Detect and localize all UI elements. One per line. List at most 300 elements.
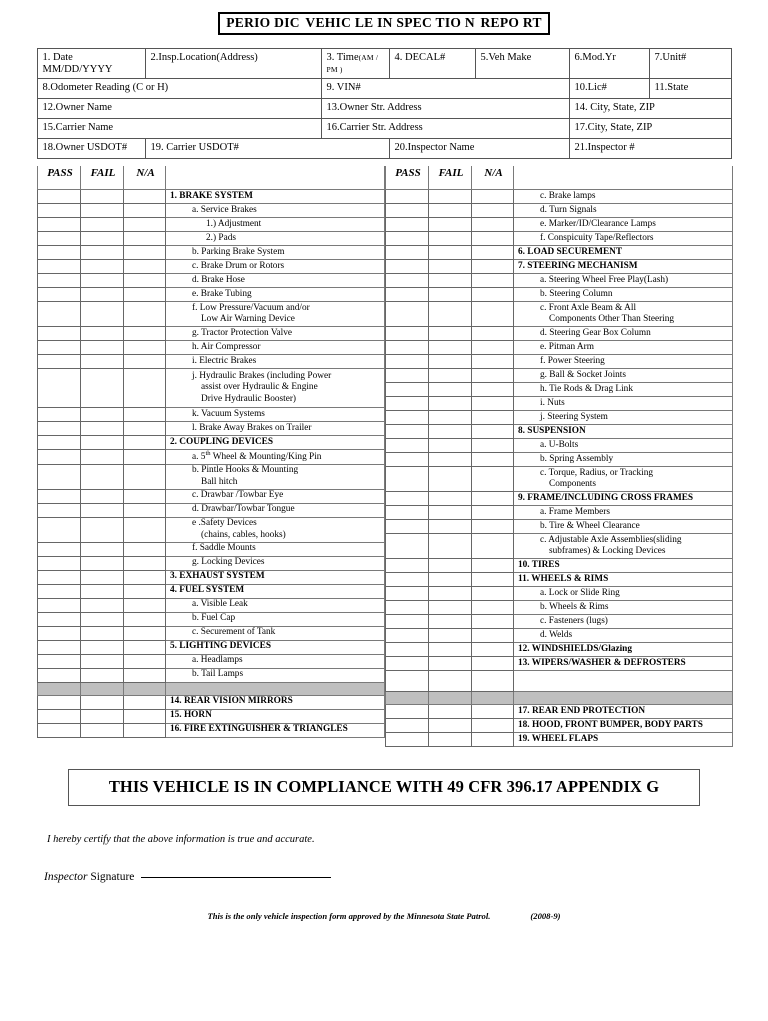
checkbox-cell-na-left-0[interactable] bbox=[124, 190, 166, 204]
checkbox-cell-na-left-4[interactable] bbox=[124, 246, 166, 260]
checkbox-cell-fail-left-2[interactable] bbox=[81, 218, 124, 232]
inspection-table-left bbox=[37, 166, 385, 738]
checkbox-cell-fail-right-18[interactable] bbox=[429, 453, 472, 467]
checkbox-cell-fail-left-23[interactable] bbox=[81, 570, 124, 584]
checkbox-cell-fail-left-26[interactable] bbox=[81, 612, 124, 626]
checkbox-cell-na-right-23[interactable] bbox=[472, 534, 514, 559]
checkbox-cell-na-left-8[interactable] bbox=[124, 302, 166, 327]
field-insp-location-label: 2.Insp.Location(Address) bbox=[150, 51, 258, 63]
checkbox-cell-fail-left-6[interactable] bbox=[81, 274, 124, 288]
checkbox-cell-pass-left-9[interactable] bbox=[38, 327, 81, 341]
header-row-5 bbox=[37, 138, 731, 158]
checkbox-cell-fail-right-0[interactable] bbox=[429, 190, 472, 204]
header-row-1 bbox=[37, 48, 731, 78]
checkbox-cell-pass-right-b1[interactable] bbox=[386, 719, 429, 733]
checkbox-cell-pass-right-31[interactable] bbox=[386, 657, 429, 671]
checkbox-cell-na-left-9[interactable] bbox=[124, 327, 166, 341]
checkbox-cell-pass-right-10[interactable] bbox=[386, 341, 429, 355]
checkbox-cell-fail-left-29[interactable] bbox=[81, 654, 124, 668]
inspection-item-label: 2. COUPLING DEVICES bbox=[166, 436, 385, 450]
checkbox-cell-fail-left-24[interactable] bbox=[81, 584, 124, 598]
checkbox-cell-pass-left-15[interactable] bbox=[38, 436, 81, 450]
checkbox-cell-pass-right-6[interactable] bbox=[386, 274, 429, 288]
checkbox-cell-na-left-27[interactable] bbox=[124, 626, 166, 640]
checkbox-cell-fail-right-b2[interactable] bbox=[429, 733, 472, 747]
checkbox-cell-pass-left-21[interactable] bbox=[38, 542, 81, 556]
inspection-row bbox=[386, 204, 733, 218]
checkbox-cell-na-right-11[interactable] bbox=[472, 355, 514, 369]
checkbox-cell-pass-right-0[interactable] bbox=[386, 190, 429, 204]
checkbox-cell-fail-right-17[interactable] bbox=[429, 439, 472, 453]
checkbox-cell-pass-left-14[interactable] bbox=[38, 422, 81, 436]
checkbox-cell-pass-left-30[interactable] bbox=[38, 668, 81, 682]
checkbox-cell-pass-right-18[interactable] bbox=[386, 453, 429, 467]
field-owner-city-state-zip[interactable] bbox=[569, 98, 731, 118]
header-row-3 bbox=[37, 98, 731, 118]
signature-rule[interactable] bbox=[141, 877, 331, 878]
column-header-fail-right: FAIL bbox=[429, 166, 472, 190]
inspection-row bbox=[386, 643, 733, 657]
field-state-label: 11.State bbox=[654, 81, 689, 93]
checkbox-cell-na-right-2[interactable] bbox=[472, 218, 514, 232]
checkbox-cell-pass-right-2[interactable] bbox=[386, 218, 429, 232]
inspector-signature-line bbox=[44, 871, 768, 883]
page-title bbox=[218, 12, 550, 35]
checkbox-cell-pass-right-4[interactable] bbox=[386, 246, 429, 260]
checkbox-cell-pass-left-17[interactable] bbox=[38, 464, 81, 489]
checkbox-cell-pass-left-19[interactable] bbox=[38, 503, 81, 517]
checkbox-cell-fail-right-27[interactable] bbox=[429, 601, 472, 615]
checkbox-cell-fail-right-24[interactable] bbox=[429, 559, 472, 573]
checkbox-cell-na-left-22[interactable] bbox=[124, 556, 166, 570]
field-carrier-city-state-zip[interactable] bbox=[569, 118, 731, 138]
checkbox-cell-pass-right-25[interactable] bbox=[386, 573, 429, 587]
inspection-row bbox=[386, 260, 733, 274]
checkbox-cell-fail-right-b0[interactable] bbox=[429, 705, 472, 719]
checkbox-cell-fail-left-14[interactable] bbox=[81, 422, 124, 436]
checkbox-cell-fail-right-9[interactable] bbox=[429, 327, 472, 341]
column-header-pass-right: PASS bbox=[386, 166, 429, 190]
checkbox-cell-pass-left-25[interactable] bbox=[38, 598, 81, 612]
checkbox-cell-fail-right-29[interactable] bbox=[429, 629, 472, 643]
checkbox-cell-pass-left-10[interactable] bbox=[38, 341, 81, 355]
checkbox-cell-na-right-5[interactable] bbox=[472, 260, 514, 274]
checkbox-cell-na-right-3[interactable] bbox=[472, 232, 514, 246]
checkbox-cell-na-right-1[interactable] bbox=[472, 204, 514, 218]
column-header-item-right bbox=[514, 166, 733, 190]
field-state[interactable] bbox=[649, 78, 731, 98]
checkbox-cell-pass-right-26[interactable] bbox=[386, 587, 429, 601]
checkbox-cell-fail-left-20[interactable] bbox=[81, 517, 124, 542]
field-owner-name[interactable] bbox=[37, 98, 321, 118]
checkbox-cell-fail-right-5[interactable] bbox=[429, 260, 472, 274]
inspection-row bbox=[386, 506, 733, 520]
checkbox-cell-fail-right-14[interactable] bbox=[429, 397, 472, 411]
inspection-item-label: b. Spring Assembly bbox=[514, 453, 733, 467]
checkbox-cell-na-right-18[interactable] bbox=[472, 453, 514, 467]
checkbox-cell-na-right-6[interactable] bbox=[472, 274, 514, 288]
inspection-row bbox=[38, 517, 385, 542]
checkbox-cell-na-right-30[interactable] bbox=[472, 643, 514, 657]
inspection-item-label: c. Brake lamps bbox=[514, 190, 733, 204]
checkbox-cell-pass-left-4[interactable] bbox=[38, 246, 81, 260]
checkbox-cell-na-left-29[interactable] bbox=[124, 654, 166, 668]
checkbox-cell-pass-left-12[interactable] bbox=[38, 369, 81, 408]
checkbox-cell-pass-right-11[interactable] bbox=[386, 355, 429, 369]
checkbox-cell-pass-left-b2[interactable] bbox=[38, 723, 81, 737]
checkbox-cell-fail-left-12[interactable] bbox=[81, 369, 124, 408]
inspection-item-label: d. Welds bbox=[514, 629, 733, 643]
field-unit[interactable] bbox=[649, 48, 731, 78]
checkbox-cell-na-left-20[interactable] bbox=[124, 517, 166, 542]
inspection-row bbox=[38, 302, 385, 327]
checkbox-cell-na-right-12[interactable] bbox=[472, 369, 514, 383]
checkbox-cell-na-left-12[interactable] bbox=[124, 369, 166, 408]
field-inspector-number-label: 21.Inspector # bbox=[574, 141, 635, 153]
checkbox-cell-na-right-17[interactable] bbox=[472, 439, 514, 453]
checkbox-cell-pass-left-16[interactable] bbox=[38, 450, 81, 464]
inspection-item-label: d. Brake Hose bbox=[166, 274, 385, 288]
field-vin[interactable] bbox=[321, 78, 569, 98]
inspection-item-label: 4. FUEL SYSTEM bbox=[166, 584, 385, 598]
checkbox-cell-na-left-25[interactable] bbox=[124, 598, 166, 612]
checkbox-cell-fail-right-28[interactable] bbox=[429, 615, 472, 629]
checkbox-cell-na-left-17[interactable] bbox=[124, 464, 166, 489]
checkbox-cell-na-left-5[interactable] bbox=[124, 260, 166, 274]
checkbox-cell-pass-right-23[interactable] bbox=[386, 534, 429, 559]
inspection-row bbox=[38, 542, 385, 556]
inspection-row bbox=[38, 327, 385, 341]
inspection-item-label: c. Adjustable Axle Assemblies(sliding subframes) & Locking Devices bbox=[514, 534, 733, 559]
field-odometer-label: 8.Odometer Reading (C or H) bbox=[42, 81, 169, 93]
field-decal-label: 4. DECAL# bbox=[394, 51, 446, 63]
checkbox-cell-na-left-14[interactable] bbox=[124, 422, 166, 436]
inspection-row bbox=[386, 341, 733, 355]
checkbox-cell-pass-right-24[interactable] bbox=[386, 559, 429, 573]
checkbox-cell-fail-left-5[interactable] bbox=[81, 260, 124, 274]
checkbox-cell-na-left-15[interactable] bbox=[124, 436, 166, 450]
inspection-row bbox=[38, 654, 385, 668]
checkbox-cell-na-right-b2[interactable] bbox=[472, 733, 514, 747]
checkbox-cell-na-right-22[interactable] bbox=[472, 520, 514, 534]
compliance-banner: THIS VEHICLE IS IN COMPLIANCE WITH 49 CFR 396.17 APPENDIX G bbox=[68, 769, 700, 806]
checkbox-cell-fail-left-16[interactable] bbox=[81, 450, 124, 464]
checkbox-cell-na-right-21[interactable] bbox=[472, 506, 514, 520]
header-row-4 bbox=[37, 118, 731, 138]
checkbox-cell-na-right-0[interactable] bbox=[472, 190, 514, 204]
checkbox-cell-fail-right-2[interactable] bbox=[429, 218, 472, 232]
checkbox-cell-pass-right-19[interactable] bbox=[386, 467, 429, 492]
inspection-item-label: 6. LOAD SECUREMENT bbox=[514, 246, 733, 260]
checkbox-cell-na-left-2[interactable] bbox=[124, 218, 166, 232]
checkbox-cell-fail-left-30[interactable] bbox=[81, 668, 124, 682]
checkbox-cell-fail-right-22[interactable] bbox=[429, 520, 472, 534]
checkbox-cell-pass-left-29[interactable] bbox=[38, 654, 81, 668]
checkbox-cell-pass-left-18[interactable] bbox=[38, 489, 81, 503]
checkbox-cell-fail-left-8[interactable] bbox=[81, 302, 124, 327]
checkbox-cell-na-right-7[interactable] bbox=[472, 288, 514, 302]
checkbox-cell-na-left-6[interactable] bbox=[124, 274, 166, 288]
checkbox-cell-pass-left-7[interactable] bbox=[38, 288, 81, 302]
checkbox-cell-fail-right-11[interactable] bbox=[429, 355, 472, 369]
inspection-row bbox=[38, 408, 385, 422]
checkbox-cell-na-right-15[interactable] bbox=[472, 411, 514, 425]
checkbox-cell-na-right-31[interactable] bbox=[472, 657, 514, 671]
checkbox-cell-pass-right-32[interactable] bbox=[386, 671, 429, 692]
checkbox-cell-fail-left-7[interactable] bbox=[81, 288, 124, 302]
checkbox-cell-pass-left-5[interactable] bbox=[38, 260, 81, 274]
inspection-row bbox=[386, 411, 733, 425]
inspection-item-label: b. Parking Brake System bbox=[166, 246, 385, 260]
checkbox-cell-pass-left-0[interactable] bbox=[38, 190, 81, 204]
field-carrier-name[interactable] bbox=[37, 118, 321, 138]
checkbox-cell-pass-right-3[interactable] bbox=[386, 232, 429, 246]
checkbox-cell-pass-left-b1[interactable] bbox=[38, 709, 81, 723]
checkbox-cell-na-left-19[interactable] bbox=[124, 503, 166, 517]
checkbox-cell-na-right-8[interactable] bbox=[472, 302, 514, 327]
checkbox-cell-na-left-23[interactable] bbox=[124, 570, 166, 584]
checkbox-cell-na-left-24[interactable] bbox=[124, 584, 166, 598]
checkbox-cell-fail-right-4[interactable] bbox=[429, 246, 472, 260]
checkbox-cell-na-right-b0[interactable] bbox=[472, 705, 514, 719]
checkbox-cell-na-left-16[interactable] bbox=[124, 450, 166, 464]
checkbox-cell-pass-right-12[interactable] bbox=[386, 369, 429, 383]
inspection-item-label: c. Drawbar /Towbar Eye bbox=[166, 489, 385, 503]
checkbox-cell-fail-left-13[interactable] bbox=[81, 408, 124, 422]
section-separator-row-left bbox=[38, 682, 385, 695]
inspection-item-label: c. Fasteners (lugs) bbox=[514, 615, 733, 629]
checkbox-cell-na-right-16[interactable] bbox=[472, 425, 514, 439]
checkbox-cell-fail-right-1[interactable] bbox=[429, 204, 472, 218]
inspection-row bbox=[386, 705, 733, 719]
checkbox-cell-pass-left-13[interactable] bbox=[38, 408, 81, 422]
checkbox-cell-fail-left-28[interactable] bbox=[81, 640, 124, 654]
inspection-item-label: g. Ball & Socket Joints bbox=[514, 369, 733, 383]
checkbox-cell-na-right-29[interactable] bbox=[472, 629, 514, 643]
checkbox-cell-pass-right-1[interactable] bbox=[386, 204, 429, 218]
checkbox-cell-na-right-24[interactable] bbox=[472, 559, 514, 573]
field-model-year[interactable] bbox=[569, 48, 649, 78]
checkbox-cell-pass-right-b0[interactable] bbox=[386, 705, 429, 719]
checkbox-cell-na-left-11[interactable] bbox=[124, 355, 166, 369]
checkbox-cell-fail-right-3[interactable] bbox=[429, 232, 472, 246]
checkbox-cell-fail-right-12[interactable] bbox=[429, 369, 472, 383]
inspection-row bbox=[386, 601, 733, 615]
field-owner-usdot[interactable] bbox=[37, 138, 145, 158]
checkbox-cell-fail-left-11[interactable] bbox=[81, 355, 124, 369]
checkbox-cell-fail-right-23[interactable] bbox=[429, 534, 472, 559]
checkbox-cell-pass-left-27[interactable] bbox=[38, 626, 81, 640]
inspection-row bbox=[386, 190, 733, 204]
checkbox-cell-fail-left-3[interactable] bbox=[81, 232, 124, 246]
checkbox-cell-fail-right-19[interactable] bbox=[429, 467, 472, 492]
checkbox-cell-fail-right-10[interactable] bbox=[429, 341, 472, 355]
checkbox-cell-na-right-9[interactable] bbox=[472, 327, 514, 341]
inspection-item-label: 12. WINDSHIELDS/Glazing bbox=[514, 643, 733, 657]
checkbox-cell-fail-left-17[interactable] bbox=[81, 464, 124, 489]
inspection-row bbox=[38, 341, 385, 355]
checkbox-cell-pass-right-5[interactable] bbox=[386, 260, 429, 274]
checkbox-cell-fail-left-b2[interactable] bbox=[81, 723, 124, 737]
checkbox-cell-fail-left-22[interactable] bbox=[81, 556, 124, 570]
checkbox-cell-na-right-27[interactable] bbox=[472, 601, 514, 615]
field-carrier-name-label: 15.Carrier Name bbox=[42, 121, 114, 133]
checkbox-cell-pass-left-1[interactable] bbox=[38, 204, 81, 218]
inspection-item-label: h. Air Compressor bbox=[166, 341, 385, 355]
inspection-item-label: a. Headlamps bbox=[166, 654, 385, 668]
checkbox-cell-pass-left-20[interactable] bbox=[38, 517, 81, 542]
checkbox-cell-pass-left-24[interactable] bbox=[38, 584, 81, 598]
field-owner-address[interactable] bbox=[321, 98, 569, 118]
checkbox-cell-fail-right-25[interactable] bbox=[429, 573, 472, 587]
inspection-row bbox=[386, 425, 733, 439]
checkbox-cell-fail-left-18[interactable] bbox=[81, 489, 124, 503]
checkbox-cell-fail-right-30[interactable] bbox=[429, 643, 472, 657]
checkbox-cell-fail-right-8[interactable] bbox=[429, 302, 472, 327]
checkbox-cell-fail-right-31[interactable] bbox=[429, 657, 472, 671]
checkbox-cell-fail-left-10[interactable] bbox=[81, 341, 124, 355]
checkbox-cell-na-right-20[interactable] bbox=[472, 492, 514, 506]
inspection-item-label: 8. SUSPENSION bbox=[514, 425, 733, 439]
page-title-container bbox=[0, 0, 768, 35]
checkbox-cell-fail-left-4[interactable] bbox=[81, 246, 124, 260]
field-inspector-name[interactable] bbox=[389, 138, 569, 158]
checkbox-cell-fail-right-26[interactable] bbox=[429, 587, 472, 601]
field-time[interactable] bbox=[321, 48, 389, 78]
checkbox-cell-na-right-28[interactable] bbox=[472, 615, 514, 629]
checkbox-cell-pass-right-29[interactable] bbox=[386, 629, 429, 643]
checkbox-cell-pass-right-28[interactable] bbox=[386, 615, 429, 629]
checkbox-cell-na-left-18[interactable] bbox=[124, 489, 166, 503]
checkbox-cell-pass-left-28[interactable] bbox=[38, 640, 81, 654]
checkbox-cell-na-right-b1[interactable] bbox=[472, 719, 514, 733]
checkbox-cell-fail-left-b0[interactable] bbox=[81, 695, 124, 709]
checkbox-cell-fail-right-20[interactable] bbox=[429, 492, 472, 506]
checkbox-cell-na-right-14[interactable] bbox=[472, 397, 514, 411]
approval-note-text: This is the only vehicle inspection form approved by the Minnesota State Patrol. bbox=[207, 911, 491, 922]
checkbox-cell-fail-right-13[interactable] bbox=[429, 383, 472, 397]
inspection-item-label: h. Tie Rods & Drag Link bbox=[514, 383, 733, 397]
inspection-item-label: f. Conspicuity Tape/Reflectors bbox=[514, 232, 733, 246]
field-veh-make[interactable] bbox=[475, 48, 569, 78]
checkbox-cell-fail-right-15[interactable] bbox=[429, 411, 472, 425]
checkbox-cell-fail-left-15[interactable] bbox=[81, 436, 124, 450]
checkbox-cell-pass-left-22[interactable] bbox=[38, 556, 81, 570]
checkbox-cell-na-left-26[interactable] bbox=[124, 612, 166, 626]
checkbox-cell-pass-right-27[interactable] bbox=[386, 601, 429, 615]
checkbox-cell-na-right-10[interactable] bbox=[472, 341, 514, 355]
inspection-row bbox=[386, 573, 733, 587]
field-carrier-address[interactable] bbox=[321, 118, 569, 138]
field-insp-location[interactable] bbox=[145, 48, 321, 78]
checkbox-cell-pass-right-20[interactable] bbox=[386, 492, 429, 506]
checkbox-cell-fail-left-9[interactable] bbox=[81, 327, 124, 341]
checkbox-cell-na-right-32[interactable] bbox=[472, 671, 514, 692]
checkbox-cell-pass-left-11[interactable] bbox=[38, 355, 81, 369]
inspection-item-label: c. Front Axle Beam & All Components Other Than Steering bbox=[514, 302, 733, 327]
inspection-row bbox=[38, 260, 385, 274]
checkbox-cell-fail-right-6[interactable] bbox=[429, 274, 472, 288]
checkbox-cell-pass-left-b0[interactable] bbox=[38, 695, 81, 709]
field-decal[interactable] bbox=[389, 48, 475, 78]
checkbox-cell-pass-right-8[interactable] bbox=[386, 302, 429, 327]
inspection-row bbox=[38, 489, 385, 503]
checkbox-cell-fail-left-21[interactable] bbox=[81, 542, 124, 556]
checkbox-cell-pass-right-21[interactable] bbox=[386, 506, 429, 520]
checkbox-cell-pass-left-8[interactable] bbox=[38, 302, 81, 327]
checkbox-cell-pass-right-14[interactable] bbox=[386, 397, 429, 411]
checkbox-cell-fail-right-7[interactable] bbox=[429, 288, 472, 302]
inspection-item-label: 1.) Adjustment bbox=[166, 218, 385, 232]
checkbox-cell-na-left-b0[interactable] bbox=[124, 695, 166, 709]
checkbox-cell-pass-left-6[interactable] bbox=[38, 274, 81, 288]
inspection-row bbox=[386, 719, 733, 733]
field-carrier-usdot[interactable] bbox=[145, 138, 389, 158]
inspection-row bbox=[386, 274, 733, 288]
checkbox-cell-fail-right-b1[interactable] bbox=[429, 719, 472, 733]
checkbox-cell-na-left-10[interactable] bbox=[124, 341, 166, 355]
checkbox-cell-pass-right-22[interactable] bbox=[386, 520, 429, 534]
checkbox-cell-na-right-19[interactable] bbox=[472, 467, 514, 492]
inspection-row bbox=[38, 723, 385, 737]
inspection-item-label: a. Visible Leak bbox=[166, 598, 385, 612]
checkbox-cell-pass-right-13[interactable] bbox=[386, 383, 429, 397]
checkbox-cell-na-left-13[interactable] bbox=[124, 408, 166, 422]
checkbox-cell-fail-left-19[interactable] bbox=[81, 503, 124, 517]
checkbox-cell-fail-left-1[interactable] bbox=[81, 204, 124, 218]
checkbox-cell-fail-left-b1[interactable] bbox=[81, 709, 124, 723]
checkbox-cell-fail-right-21[interactable] bbox=[429, 506, 472, 520]
checkbox-cell-pass-left-26[interactable] bbox=[38, 612, 81, 626]
field-license[interactable] bbox=[569, 78, 649, 98]
checkbox-cell-fail-left-0[interactable] bbox=[81, 190, 124, 204]
checkbox-cell-na-right-26[interactable] bbox=[472, 587, 514, 601]
checkbox-cell-pass-right-15[interactable] bbox=[386, 411, 429, 425]
field-carrier-usdot-label: 19. Carrier USDOT# bbox=[150, 141, 239, 153]
checkbox-cell-na-left-3[interactable] bbox=[124, 232, 166, 246]
checkbox-cell-pass-left-23[interactable] bbox=[38, 570, 81, 584]
inspection-item-label: 9. FRAME/INCLUDING CROSS FRAMES bbox=[514, 492, 733, 506]
checkbox-cell-fail-right-32[interactable] bbox=[429, 671, 472, 692]
checkbox-cell-na-right-4[interactable] bbox=[472, 246, 514, 260]
checkbox-cell-fail-left-25[interactable] bbox=[81, 598, 124, 612]
checkbox-cell-na-left-7[interactable] bbox=[124, 288, 166, 302]
checkbox-cell-pass-right-16[interactable] bbox=[386, 425, 429, 439]
checkbox-cell-na-left-1[interactable] bbox=[124, 204, 166, 218]
field-inspector-number[interactable] bbox=[569, 138, 731, 158]
checkbox-cell-pass-right-30[interactable] bbox=[386, 643, 429, 657]
checkbox-cell-fail-right-16[interactable] bbox=[429, 425, 472, 439]
checkbox-cell-pass-left-2[interactable] bbox=[38, 218, 81, 232]
checkbox-cell-pass-right-9[interactable] bbox=[386, 327, 429, 341]
inspection-item-label: e .Safety Devices (chains, cables, hooks) bbox=[166, 517, 385, 542]
checkbox-cell-pass-right-b2[interactable] bbox=[386, 733, 429, 747]
checkbox-cell-na-left-21[interactable] bbox=[124, 542, 166, 556]
checkbox-cell-na-left-30[interactable] bbox=[124, 668, 166, 682]
checkbox-cell-na-right-25[interactable] bbox=[472, 573, 514, 587]
checkbox-cell-na-left-b1[interactable] bbox=[124, 709, 166, 723]
field-date[interactable] bbox=[37, 48, 145, 78]
checkbox-cell-na-left-b2[interactable] bbox=[124, 723, 166, 737]
checkbox-cell-pass-right-7[interactable] bbox=[386, 288, 429, 302]
checkbox-cell-pass-right-17[interactable] bbox=[386, 439, 429, 453]
checkbox-cell-fail-left-27[interactable] bbox=[81, 626, 124, 640]
checkbox-cell-na-right-13[interactable] bbox=[472, 383, 514, 397]
checkbox-cell-pass-left-3[interactable] bbox=[38, 232, 81, 246]
checkbox-cell-na-left-28[interactable] bbox=[124, 640, 166, 654]
field-owner-name-label: 12.Owner Name bbox=[42, 101, 112, 113]
field-odometer[interactable] bbox=[37, 78, 321, 98]
